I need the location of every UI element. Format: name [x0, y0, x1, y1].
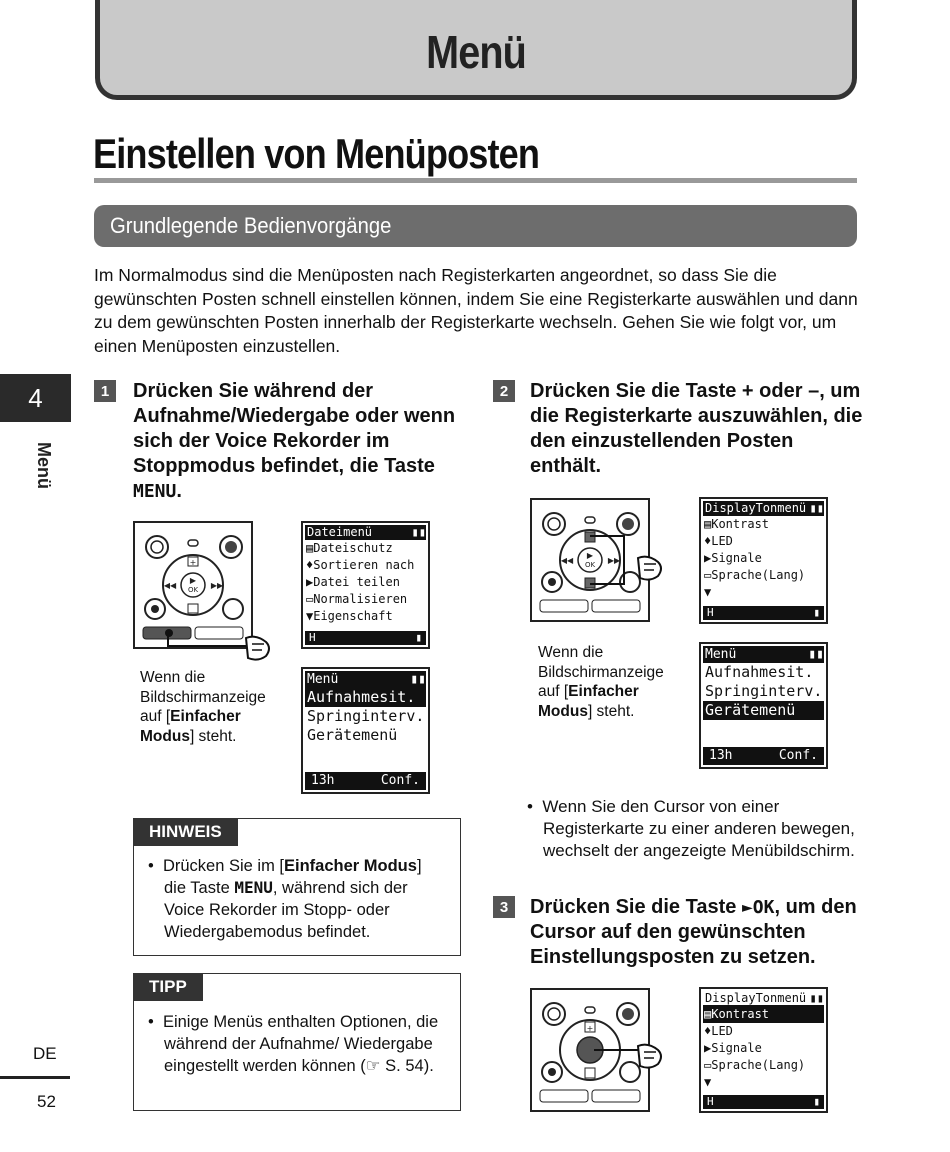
caption-text: Wenn die	[538, 644, 604, 661]
chapter-number-tab	[0, 374, 71, 422]
title-underline	[94, 178, 857, 183]
tipp-tag: TIPP	[133, 973, 203, 1001]
menu-row: ♦LED	[704, 1024, 733, 1038]
screen-title: Dateimenü	[307, 525, 373, 539]
caption-text: Wenn die	[140, 669, 206, 686]
screen-title-bar	[703, 991, 824, 1006]
section-heading: Grundlegende Bedienvorgänge	[110, 213, 392, 238]
chapter-header-box	[95, 0, 857, 100]
caption-simple-mode-1	[140, 668, 290, 746]
menu-row-label: Sprache(Lang)	[711, 1058, 806, 1072]
battery-icon: ▮▮	[809, 501, 824, 515]
step-2-badge: 2	[493, 380, 515, 402]
svg-text:OK: OK	[187, 586, 199, 594]
step-1-badge: 1	[94, 380, 116, 402]
step-3-text	[530, 895, 865, 970]
hinweis-bullet: • Drücken Sie im [Einfacher Modus] die Taste MENU, während sich der Voice Rekorder im Stopp- oder Wiedergabemodus befindet.	[148, 857, 422, 941]
svg-text:OK: OK	[584, 561, 596, 569]
screen-title-bar	[703, 501, 824, 516]
language-code: DE	[33, 1044, 57, 1063]
screen-simple-menu-1	[301, 667, 430, 794]
caption-text: auf [	[140, 708, 171, 725]
svg-text:▶▶: ▶▶	[210, 581, 224, 590]
menu-row-label: Sortieren nach	[313, 558, 415, 572]
screen-title-bar	[305, 671, 426, 688]
menu-row: ▶Datei teilen	[306, 575, 400, 589]
menu-row-selected: ▤Kontrast	[703, 1006, 824, 1023]
hinweis-bold: Einfacher Modus	[284, 857, 417, 875]
screen-file-menu	[301, 521, 430, 649]
svg-text:▶▶: ▶▶	[607, 556, 621, 565]
menu-row: Gerätemenü	[307, 726, 398, 744]
tab-switch-text: Wenn Sie den Cursor von einer Registerkarte zu einer anderen bewegen, wechselt der angezeigte Menübildschirm.	[542, 797, 855, 860]
tipp-body	[148, 1011, 448, 1077]
chapter-side-label: Menü	[34, 442, 54, 489]
screen-display-menu-2	[699, 987, 828, 1113]
screen-simple-menu-2	[699, 642, 828, 769]
screen-display-menu-1	[699, 497, 828, 624]
menu-row: ▶Signale	[704, 551, 762, 565]
menu-row-label: Kontrast	[711, 517, 770, 531]
screen-title-bar	[703, 646, 824, 663]
menu-row: ▤Kontrast	[704, 517, 770, 531]
menu-row: ▼	[704, 1075, 712, 1089]
step-1-text-main: Drücken Sie während der Aufnahme/Wiedergabe oder wenn sich der Voice Rekorder im Stoppmodus befindet, die Taste	[133, 380, 456, 477]
caption-text: auf [	[538, 683, 569, 700]
pointing-hand-icon	[620, 548, 680, 584]
menu-row-label: LED	[711, 1024, 733, 1038]
section-heading-bar	[94, 205, 857, 247]
menu-row: Springinterv.	[705, 682, 823, 700]
svg-text:+: +	[189, 558, 197, 567]
caption-bold: Modus	[538, 702, 588, 720]
caption-text: Bildschirmanzeige	[140, 688, 266, 706]
step-2-text: Drücken Sie die Taste + oder –, um die Registerkarte auszuwählen, die den einzustellenden Posten enthält.	[530, 380, 863, 477]
tipp-bullet: • Einige Menüs enthalten Optionen, die während der Aufnahme/ Wiedergabe eingestellt werden können (☞ S. 54).	[148, 1013, 439, 1075]
menu-row: ▼Eigenschaft	[306, 609, 393, 623]
caption-simple-mode-2	[538, 643, 688, 721]
chapter-title: Menü	[426, 26, 526, 78]
menu-row: ▭Normalisieren	[306, 592, 408, 606]
step-3-text-end: , um den Cursor auf den gewünschten Einstellungsposten zu setzen.	[530, 896, 857, 968]
battery-icon: ▮▮	[808, 647, 824, 662]
menu-row-label: Normalisieren	[313, 592, 408, 606]
screen-title: DisplayTonmenü	[705, 501, 807, 515]
remaining-time: 13h	[709, 748, 733, 763]
screen-title: DisplayTonmenü	[705, 991, 807, 1005]
pointing-hand-icon	[160, 628, 278, 664]
battery-icon: ▮▮	[411, 525, 426, 539]
menu-row: ♦Sortieren nach	[306, 558, 415, 572]
menu-row-label: Dateischutz	[313, 541, 393, 555]
menu-row-label: LED	[711, 534, 733, 548]
screen-title: Menü	[705, 647, 737, 662]
svg-text:+: +	[586, 1024, 594, 1033]
menu-row: Springinterv.	[307, 707, 425, 725]
menu-row-label: Signale	[711, 551, 762, 565]
screen-status-bar: H ▮	[305, 631, 426, 645]
battery-icon: ▮▮	[410, 672, 426, 687]
screen-title: Menü	[307, 672, 339, 687]
menu-row: ♦LED	[704, 534, 733, 548]
chapter-number: 4	[28, 382, 43, 413]
menu-key-label: MENU	[133, 481, 177, 502]
screen-status-bar: H ▮	[703, 606, 824, 620]
menu-row: ▭Sprache(Lang)	[704, 1058, 806, 1072]
caption-text: ] steht.	[189, 727, 237, 745]
caption-bold: Modus	[140, 727, 190, 745]
conf-label: Conf.	[778, 748, 818, 763]
page-number: 52	[37, 1092, 56, 1111]
conf-label: Conf.	[380, 773, 420, 788]
menu-row-label: Datei teilen	[313, 575, 400, 589]
screen-status-bar	[305, 772, 426, 790]
hinweis-text: Drücken Sie im [	[162, 857, 284, 875]
caption-text: ] steht.	[587, 702, 635, 720]
caption-bold: Einfacher	[568, 683, 639, 700]
menu-row-label: Kontrast	[711, 1007, 770, 1021]
menu-row: ▶Signale	[704, 1041, 762, 1055]
menu-row-label: Signale	[711, 1041, 762, 1055]
menu-row-label: Eigenschaft	[313, 609, 393, 623]
hinweis-body	[148, 855, 448, 943]
step-1-text	[133, 379, 463, 504]
tipp-text: Einige Menüs enthalten Optionen, die während der Aufnahme/ Wiedergabe eingestellt werden können (☞ S. 54).	[162, 1013, 439, 1075]
screen-status-bar	[703, 747, 824, 765]
menu-row: ▭Sprache(Lang)	[704, 568, 806, 582]
menu-row: ▤Dateischutz	[306, 541, 393, 555]
screen-status-bar: H ▮	[703, 1095, 824, 1109]
hinweis-text: ] die Taste	[164, 857, 422, 897]
menu-key-label: MENU	[234, 878, 273, 897]
battery-icon: ▮▮	[809, 991, 824, 1005]
tab-switch-note	[527, 796, 857, 862]
menu-row: ▼	[704, 585, 712, 599]
menu-row: Aufnahmesit.	[705, 663, 814, 681]
caption-bold: Einfacher	[170, 708, 241, 725]
svg-text:▶: ▶	[189, 576, 197, 585]
tab-switch-bullet: • Wenn Sie den Cursor von einer Registerkarte zu einer anderen bewegen, wechselt der angezeigte Menübildschirm.	[527, 797, 855, 860]
menu-row-selected: Gerätemenü	[703, 701, 824, 720]
step-3-badge: 3	[493, 896, 515, 918]
hinweis-tag: HINWEIS	[133, 818, 238, 846]
menu-row-label: Sprache(Lang)	[711, 568, 806, 582]
page-title: Einstellen von Menüposten	[93, 130, 540, 177]
remaining-time: 13h	[311, 773, 335, 788]
svg-text:◀◀: ◀◀	[163, 581, 177, 590]
ok-key-label: ►OK	[741, 897, 775, 918]
hinweis-text: , während sich der Voice Rekorder im Stopp- oder Wiedergabemodus befindet.	[164, 879, 408, 941]
menu-row-selected: Aufnahmesit.	[305, 688, 426, 707]
svg-text:▶: ▶	[586, 551, 594, 560]
step-1-text-end: .	[176, 480, 182, 502]
pointing-hand-icon	[628, 1038, 688, 1074]
svg-text:◀◀: ◀◀	[560, 556, 574, 565]
footer-rule	[0, 1076, 70, 1079]
intro-paragraph: Im Normalmodus sind die Menüposten nach Registerkarten angeordnet, so dass Sie die gewünschten Posten schnell einstellen können, indem Sie eine Registerkarte auswählen und dann zu dem gewünschten Posten innerhalb der Registerkarte wechseln. Gehen Sie wie folgt vor, um einen Menüposten einzustellen.	[94, 265, 858, 356]
step-3-text-main: Drücken Sie die Taste	[530, 896, 742, 918]
screen-title-bar	[305, 525, 426, 540]
caption-text: Bildschirmanzeige	[538, 663, 664, 681]
